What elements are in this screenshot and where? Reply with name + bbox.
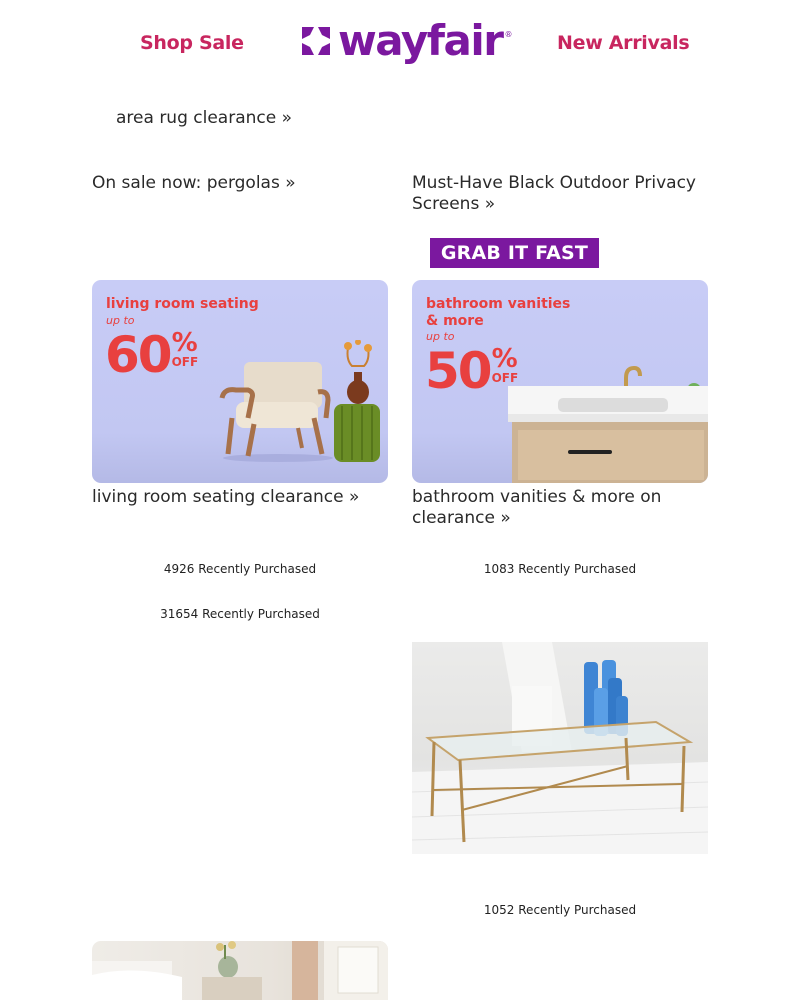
recently-purchased-count: 1083 Recently Purchased [483, 562, 637, 576]
bathroom-vanity-image [508, 364, 708, 483]
wayfair-logo[interactable] [298, 16, 513, 65]
promo-percent-value: 60 [105, 326, 171, 384]
promo-off-label: OFF [171, 355, 199, 369]
coffee-table-illustration [412, 642, 708, 854]
registered-mark: ® [504, 30, 513, 39]
privacy-screens-line1: Must-Have Black Outdoor Privacy [412, 173, 696, 193]
promo-discount [425, 342, 519, 400]
bathroom-vanities-promo[interactable] [412, 280, 708, 483]
living-room-seating-link[interactable]: living room seating clearance » [92, 487, 360, 507]
recently-purchased-count: 1052 Recently Purchased [483, 903, 637, 917]
bedroom-product-image[interactable] [92, 941, 388, 1000]
bathroom-link-line1: bathroom vanities & more on [412, 487, 662, 507]
promo-upto: up to [426, 330, 455, 343]
grab-it-fast-badge [430, 238, 599, 268]
recently-purchased-count: 4926 Recently Purchased [163, 562, 317, 576]
bathroom-vanities-link[interactable] [412, 487, 708, 529]
privacy-screens-line2: Screens » [412, 194, 496, 214]
area-rug-clearance-link[interactable]: area rug clearance » [116, 108, 293, 128]
living-room-seating-promo[interactable] [92, 280, 388, 483]
coffee-table-product-image[interactable] [412, 642, 708, 854]
promo-percent-sign: % [171, 328, 198, 358]
privacy-screens-link[interactable] [412, 173, 712, 215]
recently-purchased-count: 31654 Recently Purchased [160, 607, 320, 621]
promo-percent-sign: % [491, 344, 518, 374]
green-side-table-image [328, 340, 388, 464]
promo-upto: up to [106, 314, 135, 327]
promo-title-line1: bathroom vanities [426, 296, 571, 312]
wayfair-pinwheel-icon [298, 23, 334, 59]
shop-sale-link[interactable]: Shop Sale [140, 32, 244, 54]
promo-off-label: OFF [491, 371, 519, 385]
armchair-image [218, 358, 338, 462]
bedroom-illustration [92, 941, 388, 1000]
promo-title-line2: & more [426, 313, 484, 329]
promo-title: living room seating [106, 296, 259, 312]
promo-percent-value: 50 [425, 342, 491, 400]
promo-discount [105, 326, 199, 384]
logo-wordmark: wayfair [338, 16, 503, 65]
bathroom-link-line2: clearance » [412, 508, 511, 528]
badge-label: GRAB IT FAST [440, 242, 589, 264]
pergolas-sale-link[interactable]: On sale now: pergolas » [92, 173, 296, 193]
new-arrivals-link[interactable]: New Arrivals [557, 32, 690, 54]
